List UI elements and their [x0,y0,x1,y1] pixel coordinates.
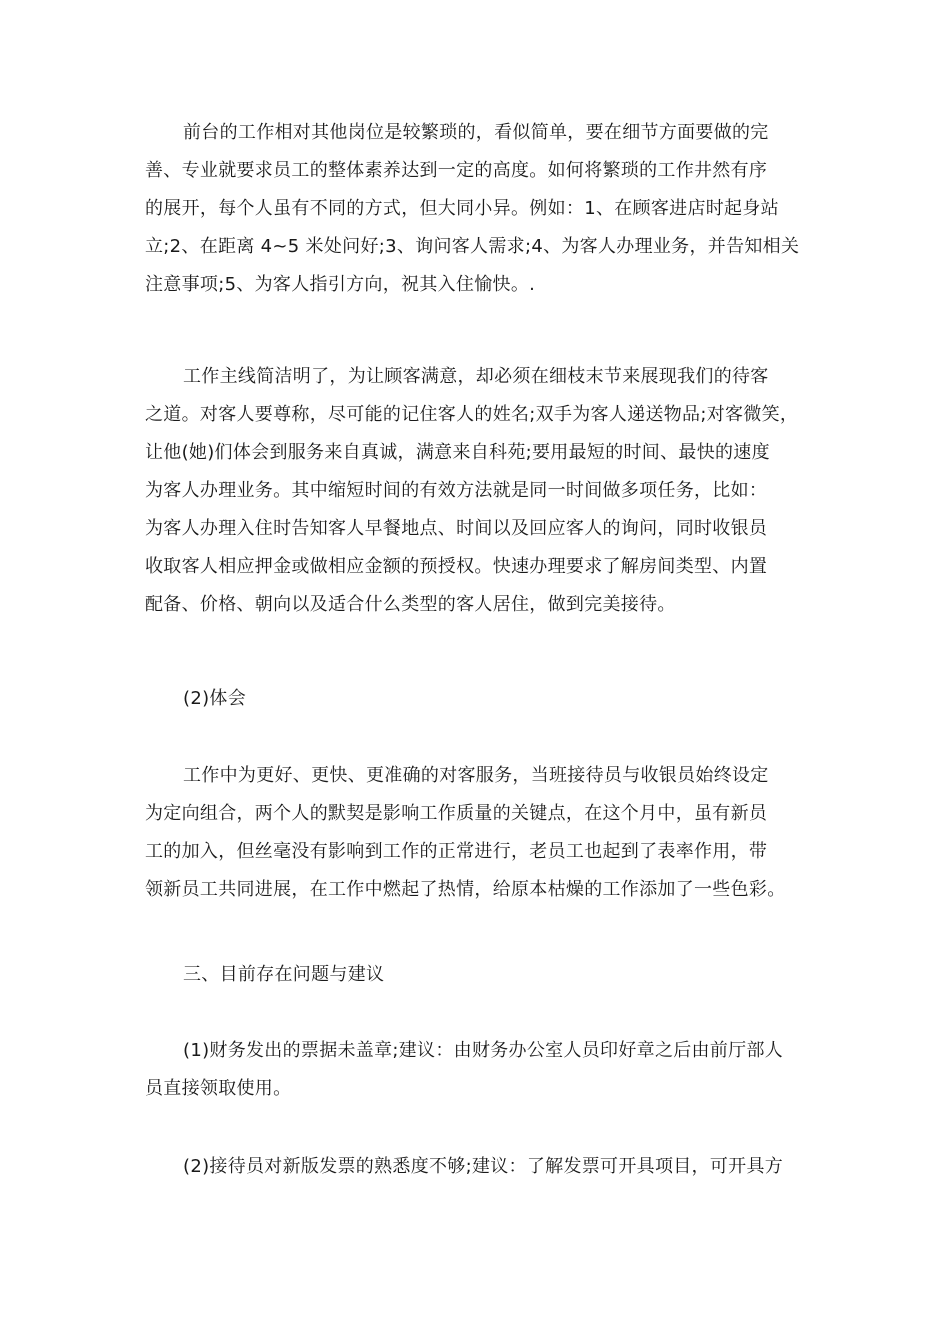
text-line: 工作主线简洁明了，为让顾客满意，却必须在细枝末节来展现我们的待客 [183,366,769,387]
text-line: 配备、价格、朝向以及适合什么类型的客人居住，做到完美接待。 [145,594,676,615]
paragraph-teamwork [145,757,825,909]
text-line: 为定向组合，两个人的默契是影响工作质量的关键点，在这个月中，虽有新员 [145,803,768,824]
section-heading-problems [145,956,825,994]
text-line: 收取客人相应押金或做相应金额的预授权。快速办理要求了解房间类型、内置 [145,556,768,577]
text-line: 让他(她)们体会到服务来自真诚，满意来自科苑;要用最短的时间、最快的速度 [145,442,770,463]
section-heading-experience [145,680,825,718]
text-line: (1)财务发出的票据未盖章;建议：由财务办公室人员印好章之后由前厅部人 [183,1040,784,1061]
text-line: 为客人办理入住时告知客人早餐地点、时间以及回应客人的询问，同时收银员 [145,518,768,539]
text-line: (2)接待员对新版发票的熟悉度不够;建议：了解发票可开具项目，可开具方 [183,1156,784,1177]
text-line: 之道。对客人要尊称，尽可能的记住客人的姓名;双手为客人递送物品;对客微笑， [145,404,799,425]
paragraph-problem-1 [145,1032,825,1108]
text-line: 立;2、在距离 4~5 米处问好;3、询问客人需求;4、为客人办理业务，并告知相关 [145,236,800,257]
text-line: (2)体会 [183,688,246,709]
text-line: 的展开，每个人虽有不同的方式，但大同小异。例如：1、在顾客进店时起身站 [145,198,779,219]
text-line: 善、专业就要求员工的整体素养达到一定的高度。如何将繁琐的工作井然有序 [145,160,768,181]
paragraph-work-mainline [145,358,825,624]
text-line: 工作中为更好、更快、更准确的对客服务，当班接待员与收银员始终设定 [183,765,769,786]
text-line: 员直接领取使用。 [145,1078,292,1099]
text-line: 为客人办理业务。其中缩短时间的有效方法就是同一时间做多项任务，比如： [145,480,768,501]
paragraph-front-desk-work [145,114,825,304]
text-line: 注意事项;5、为客人指引方向，祝其入住愉快。. [145,274,536,295]
text-line: 前台的工作相对其他岗位是较繁琐的，看似简单，要在细节方面要做的完 [183,122,769,143]
text-line: 工的加入，但丝毫没有影响到工作的正常进行，老员工也起到了表率作用，带 [145,841,768,862]
text-line: 领新员工共同进展，在工作中燃起了热情，给原本枯燥的工作添加了一些色彩。 [145,879,786,900]
text-line: 三、目前存在问题与建议 [183,964,385,985]
paragraph-problem-2 [145,1148,825,1186]
